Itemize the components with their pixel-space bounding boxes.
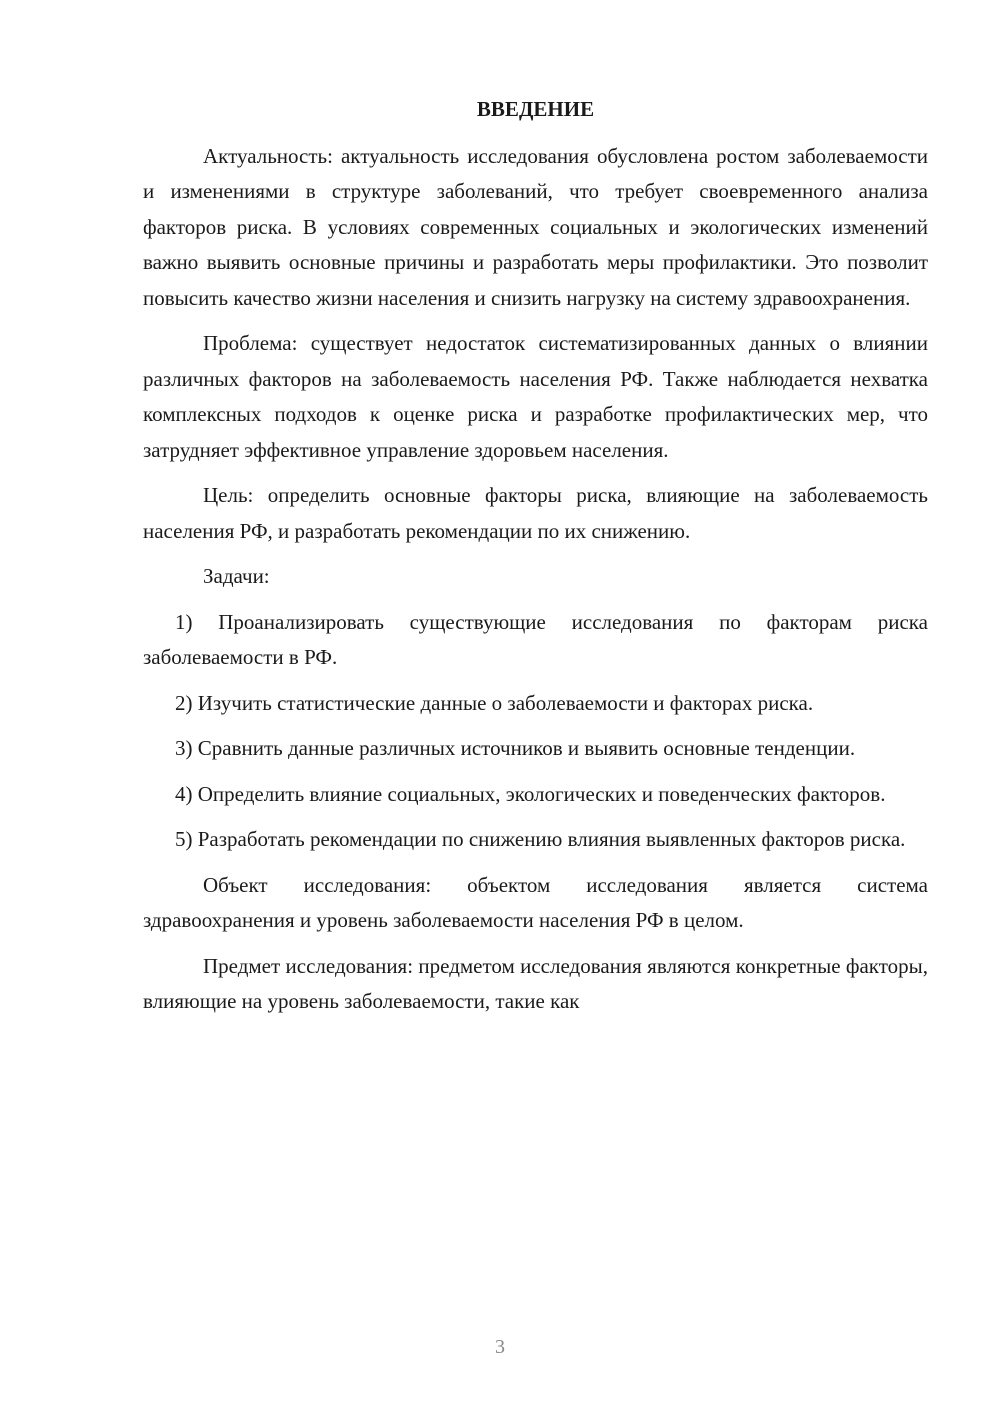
paragraph-problem: Проблема: существует недостаток систематизированных данных о влиянии различных факторов на заболеваемость населения РФ. Также наблюдается нехватка комплексных подходов к оценке риска и разработке профилактических мер, что затрудняет эффективное управление здоровьем населения. <box>143 331 928 462</box>
page-title: ВВЕДЕНИЕ <box>476 97 595 121</box>
paragraph-relevance: Актуальность: актуальность исследования обусловлена ростом заболеваемости и изменениями в структуре заболеваний, что требует своевременного анализа факторов риска. В условиях современных социальных и экологических изменений важно выявить основные причины и разработать меры профилактики. Это позволит повысить качество жизни населения и снизить нагрузку на систему здравоохранения. <box>143 143 928 310</box>
paragraph-goal: Цель: определить основные факторы риска, влияющие на заболеваемость населения РФ, и разработать рекомендации по их снижению. <box>143 483 928 543</box>
paragraph-object: Объект исследования: объектом исследования является система здравоохранения и уровень заболеваемости населения РФ в целом. <box>143 872 928 932</box>
task-item: 1) Проанализировать существующие исследования по факторам риска заболеваемости в РФ. <box>143 609 928 669</box>
task-item: 2) Изучить статистические данные о заболеваемости и факторах риска. <box>175 690 814 715</box>
document-body <box>143 92 928 1030</box>
task-item: 3) Сравнить данные различных источников и выявить основные тенденции. <box>175 736 856 760</box>
task-item: 5) Разработать рекомендации по снижению влияния выявленных факторов риска. <box>175 827 906 851</box>
page-number: 3 <box>495 1336 505 1358</box>
task-item: 4) Определить влияние социальных, экологических и поведенческих факторов. <box>175 781 886 806</box>
tasks-label: Задачи: <box>203 564 270 588</box>
paragraph-subject: Предмет исследования: предметом исследования являются конкретные факторы, влияющие на уровень заболеваемости, такие как <box>143 953 928 1013</box>
